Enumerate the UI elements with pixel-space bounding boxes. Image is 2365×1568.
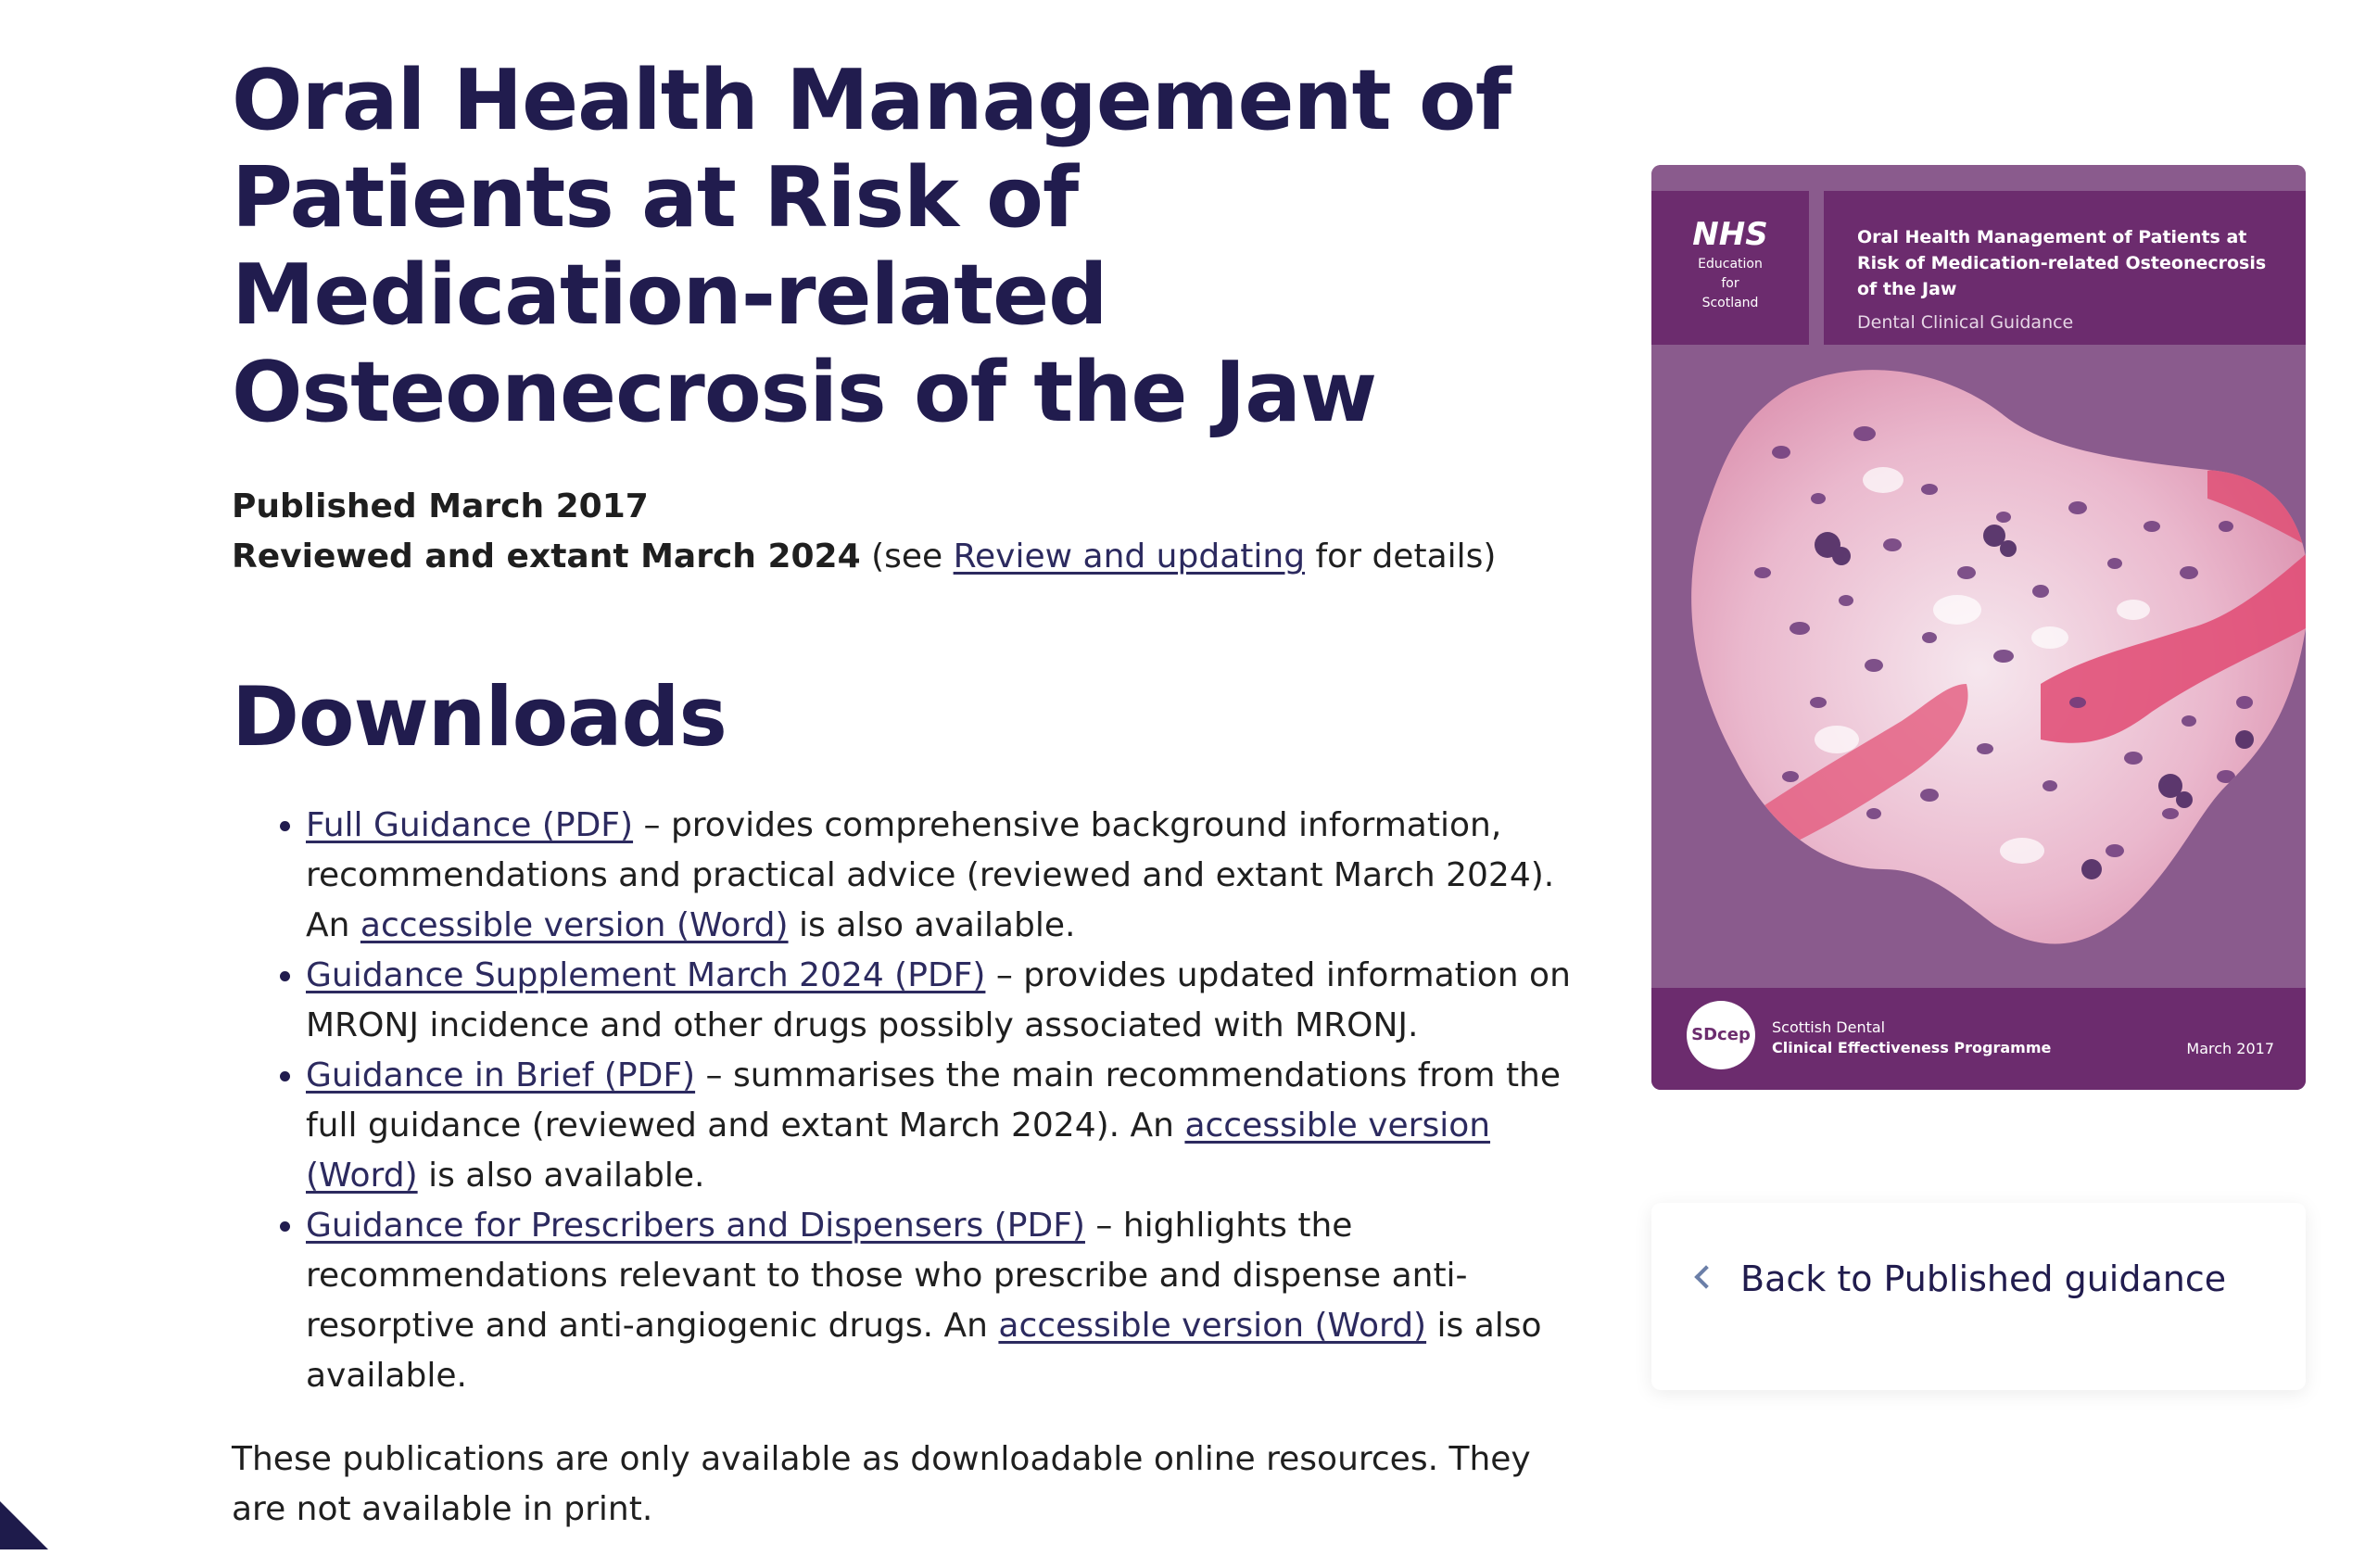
item-text: – provides updated information on MRONJ incidence and other drugs possibly associated with MRONJ. xyxy=(306,956,1571,1044)
reviewed-tail: for details) xyxy=(1305,537,1497,575)
cover-title-box xyxy=(1824,191,2306,345)
publication-meta xyxy=(232,482,1603,582)
cover-date: March 2017 xyxy=(2186,1040,2274,1057)
sdcep-org-line1: Scottish Dental xyxy=(1772,1018,1886,1036)
back-link-label: Back to Published guidance xyxy=(1740,1258,2227,1299)
cover-footer xyxy=(1651,988,2306,1090)
sdcep-org xyxy=(1772,1018,2051,1058)
item-tail: is also available. xyxy=(417,1157,705,1195)
page-title: Oral Health Management of Patients at Risk of Medication-related Osteonecrosis of the Jaw xyxy=(232,52,1511,441)
full-guidance-accessible-link[interactable]: accessible version (Word) xyxy=(360,906,789,944)
nhs-logo-sub1: Education xyxy=(1698,257,1763,272)
list-item xyxy=(306,951,1603,1051)
back-card xyxy=(1651,1203,2306,1390)
cover-title: Oral Health Management of Patients at Risk of Medication-related Osteonecrosis of the Jaw xyxy=(1857,227,2267,299)
prescribers-accessible-link[interactable]: accessible version (Word) xyxy=(998,1307,1427,1345)
cover-subtitle: Dental Clinical Guidance xyxy=(1857,312,2074,333)
guidance-supplement-link[interactable]: Guidance Supplement March 2024 (PDF) xyxy=(306,956,986,994)
prescribers-dispensers-link[interactable]: Guidance for Prescribers and Dispensers (PDF) xyxy=(306,1207,1085,1245)
review-and-updating-link[interactable]: Review and updating xyxy=(953,537,1306,575)
downloads-list xyxy=(232,801,1603,1401)
histology-image xyxy=(1651,350,2306,988)
nhs-logo-text: NHS xyxy=(1692,216,1768,253)
list-item xyxy=(306,801,1603,951)
published-date: Published March 2017 xyxy=(232,487,649,525)
item-tail: is also available. xyxy=(788,906,1076,944)
sdcep-logo: SDcep xyxy=(1687,1001,1755,1069)
guidance-cover-image xyxy=(1651,165,2306,1090)
guidance-in-brief-link[interactable]: Guidance in Brief (PDF) xyxy=(306,1056,696,1094)
chevron-left-icon xyxy=(1694,1265,1717,1288)
reviewed-date: Reviewed and extant March 2024 xyxy=(232,537,861,575)
nhs-logo xyxy=(1651,191,1809,345)
corner-decoration xyxy=(0,1501,48,1549)
downloads-heading: Downloads xyxy=(232,669,727,765)
nhs-logo-sub2: for xyxy=(1721,276,1739,291)
list-item xyxy=(306,1051,1603,1201)
nhs-logo-sub3: Scotland xyxy=(1701,296,1759,310)
main-content xyxy=(232,52,1603,1568)
item-text: – highlights the recommendations relevant to those who prescribe and dispense anti-resorptive and anti-angiogenic drugs. An xyxy=(306,1207,1468,1345)
print-note: These publications are only available as downloadable online resources. They are not available in print. xyxy=(232,1440,1531,1528)
list-item xyxy=(306,1201,1603,1401)
full-guidance-link[interactable]: Full Guidance (PDF) xyxy=(306,806,634,844)
sdcep-org-line2: Clinical Effectiveness Programme xyxy=(1772,1039,2052,1056)
item-tail: is also available. xyxy=(306,1307,1542,1395)
guidance-in-brief-accessible-link[interactable]: accessible version (Word) xyxy=(306,1106,1491,1195)
item-text: – provides comprehensive background information, recommendations and practical advice (reviewed and extant March 2024). An xyxy=(306,806,1555,944)
item-text: – summarises the main recommendations from the full guidance (reviewed and extant March 2024). An xyxy=(306,1056,1562,1144)
back-to-published-guidance-link[interactable] xyxy=(1698,1258,2226,1299)
reviewed-see: (see xyxy=(860,537,954,575)
